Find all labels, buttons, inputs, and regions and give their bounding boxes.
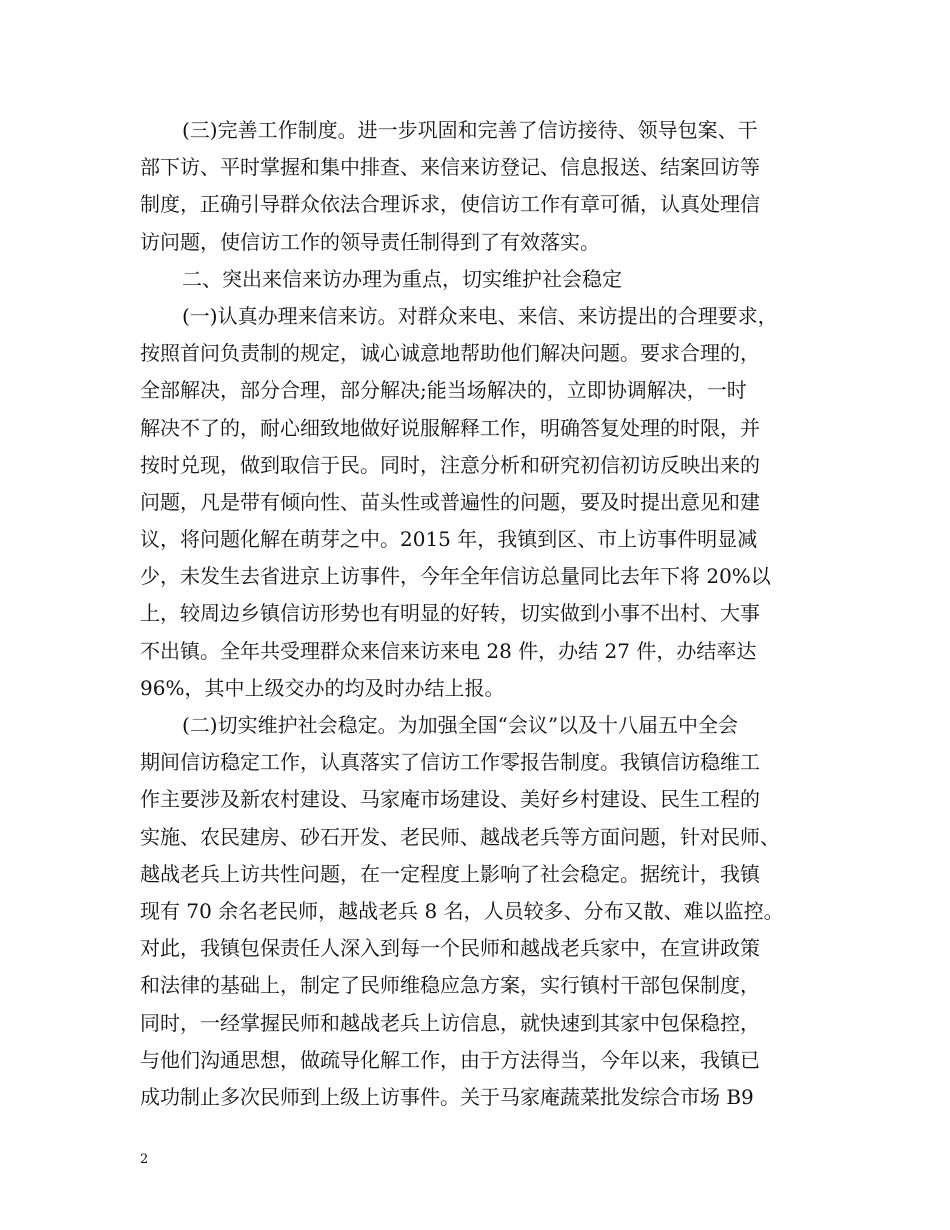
paragraph-1-line-7: 议，将问题化解在萌芽之中。2015 年，我镇到区、市上访事件明显减	[140, 527, 758, 552]
paragraph-2-line-2: 期间信访稳定工作，认真落实了信访工作零报告制度。我镇信访稳维工	[140, 750, 760, 775]
paragraph-2-line-11: 成功制止多次民师到上级上访事件。关于马家庵蔬菜批发综合市场 B9	[140, 1084, 754, 1109]
paragraph-1-line-10: 不出镇。全年共受理群众来信来访来电 28 件，办结 27 件，办结率达	[140, 638, 757, 663]
paragraph-1-line-6: 问题，凡是带有倾向性、苗头性或普遍性的问题，要及时提出意见和建	[140, 489, 760, 514]
paragraph-1-line-1: (一)认真办理来信来访。对群众来电、来信、来访提出的合理要求，	[182, 303, 778, 328]
paragraph-1-line-11: 96%，其中上级交办的均及时办结上报。	[140, 675, 505, 700]
paragraph-2-line-6: 现有 70 余名老民师，越战老兵 8 名，人员较多、分布又散、难以监控。	[140, 898, 784, 923]
paragraph-2-line-10: 与他们沟通思想，做疏导化解工作，由于方法得当，今年以来，我镇已	[140, 1047, 760, 1072]
paragraph-1-line-5: 按时兑现，做到取信于民。同时，注意分析和研究初信初访反映出来的	[140, 452, 760, 477]
paragraph-1-line-3: 全部解决，部分合理，部分解决;能当场解决的，立即协调解决，一时	[140, 378, 747, 403]
paragraph-2-line-3: 作主要涉及新农村建设、马家庵市场建设、美好乡村建设、民生工程的	[140, 787, 760, 812]
paragraph-3-line-3: 制度，正确引导群众依法合理诉求，使信访工作有章可循，认真处理信	[140, 192, 760, 217]
paragraph-2-line-1: (二)切实维护社会稳定。为加强全国“会议”以及十八届五中全会	[182, 713, 739, 737]
paragraph-1-line-4: 解决不了的，耐心细致地做好说服解释工作，明确答复处理的时限，并	[140, 415, 760, 440]
paragraph-3-line-4: 访问题，使信访工作的领导责任制得到了有效落实。	[140, 229, 600, 254]
paragraph-2-line-5: 越战老兵上访共性问题，在一定程度上影响了社会稳定。据统计，我镇	[140, 861, 760, 886]
paragraph-2-line-7: 对此，我镇包保责任人深入到每一个民师和越战老兵家中，在宣讲政策	[140, 936, 760, 961]
paragraph-3-line-2: 部下访、平时掌握和集中排查、来信来访登记、信息报送、结案回访等	[140, 155, 760, 180]
document-body	[140, 112, 820, 1116]
paragraph-1-line-9: 上，较周边乡镇信访形势也有明显的好转，切实做到小事不出村、大事	[140, 601, 760, 626]
page-number: 2	[140, 1152, 149, 1167]
paragraph-3-line-1: (三)完善工作制度。进一步巩固和完善了信访接待、领导包案、干	[182, 118, 758, 142]
paragraph-1-line-2: 按照首问负责制的规定，诚心诚意地帮助他们解决问题。要求合理的，	[140, 341, 760, 366]
paragraph-2-line-4: 实施、农民建房、砂石开发、老民师、越战老兵等方面问题，针对民师、	[140, 824, 780, 849]
section-heading-2: 二、突出来信来访办理为重点，切实维护社会稳定	[182, 266, 622, 291]
paragraph-2-line-9: 同时，一经掌握民师和越战老兵上访信息，就快速到其家中包保稳控，	[140, 1010, 760, 1035]
paragraph-2-line-8: 和法律的基础上，制定了民师维稳应急方案，实行镇村干部包保制度，	[140, 973, 760, 998]
paragraph-1-line-8: 少，未发生去省进京上访事件，今年全年信访总量同比去年下将 20%以	[140, 564, 771, 589]
